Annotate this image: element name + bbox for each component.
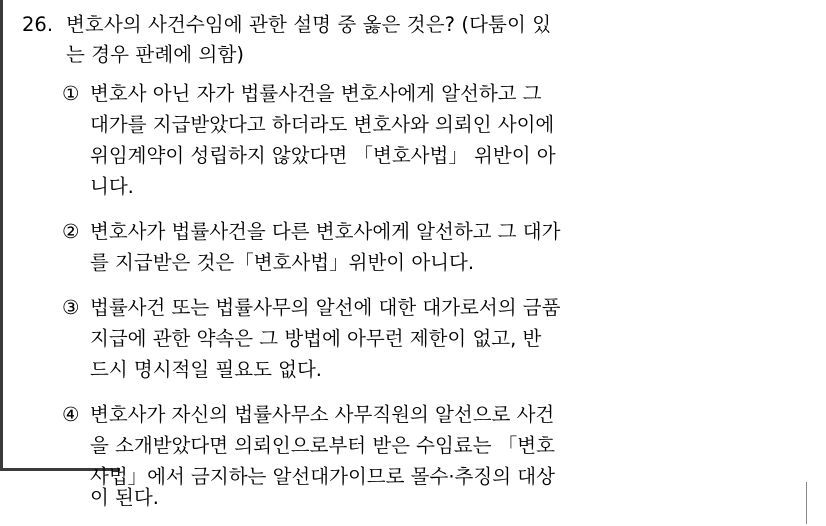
choice-marker-4: ④ — [62, 403, 80, 426]
choice-1-line-4: 니다. — [90, 175, 134, 198]
choice-item-2[interactable] — [62, 216, 807, 278]
question-line-1-text: 변호사의 사건수임에 관한 설명 중 옳은 것은? (다툼이 있 — [66, 13, 552, 36]
question-line-2-text: 는 경우 판례에 의함) — [66, 43, 245, 66]
choice-2-line-1: 변호사가 법률사건을 다른 변호사에게 알선하고 그 대가 — [90, 220, 561, 243]
choice-4-line-3: 사법」에서 금지하는 알선대가이므로 몰수·추징의 대상 — [90, 465, 555, 488]
question-row — [22, 10, 802, 70]
choice-4-line-2: 을 소개받았다면 의뢰인으로부터 받은 수임료는 「변호 — [90, 434, 555, 457]
question-text — [66, 10, 802, 70]
choice-text-1 — [90, 78, 807, 202]
choice-item-3[interactable] — [62, 292, 807, 385]
choice-4-line-4: 이 된다. — [90, 486, 159, 509]
choice-text-3 — [90, 292, 807, 385]
question-line-2 — [66, 40, 802, 70]
question-block — [22, 10, 802, 70]
choice-1-line-3: 위임계약이 성립하지 않았다면 「변호사법」 위반이 아 — [90, 144, 556, 167]
choice-2-line-2: 를 지급받은 것은「변호사법」위반이 아니다. — [90, 251, 475, 274]
choice-text-4 — [90, 399, 807, 492]
choice-item-4[interactable] — [62, 399, 807, 492]
choice-list — [62, 78, 807, 506]
choice-item-1[interactable] — [62, 78, 807, 202]
choice-text-2 — [90, 216, 807, 278]
choice-1-line-1: 변호사 아닌 자가 법률사건을 변호사에게 알선하고 그 — [90, 82, 542, 105]
choice-3-line-2: 지급에 관한 약속은 그 방법에 아무런 제한이 없고, 반 — [90, 327, 542, 350]
question-number: 26. — [22, 13, 54, 36]
choice-marker-2: ② — [62, 220, 80, 243]
choice-4-line-1: 변호사가 자신의 법률사무소 사무직원의 알선으로 사건 — [90, 403, 555, 426]
choice-3-line-1: 법률사건 또는 법률사무의 알선에 대한 대가로서의 금품 — [90, 296, 561, 319]
choice-3-line-3: 드시 명시적일 필요도 없다. — [90, 358, 323, 381]
question-line-1 — [66, 10, 802, 40]
page-left-edge-rule — [0, 0, 3, 470]
choice-marker-3: ③ — [62, 296, 80, 319]
choice-marker-1: ① — [62, 82, 80, 105]
choice-1-line-2: 대가를 지급받았다고 하더라도 변호사와 의뢰인 사이에 — [90, 113, 555, 136]
